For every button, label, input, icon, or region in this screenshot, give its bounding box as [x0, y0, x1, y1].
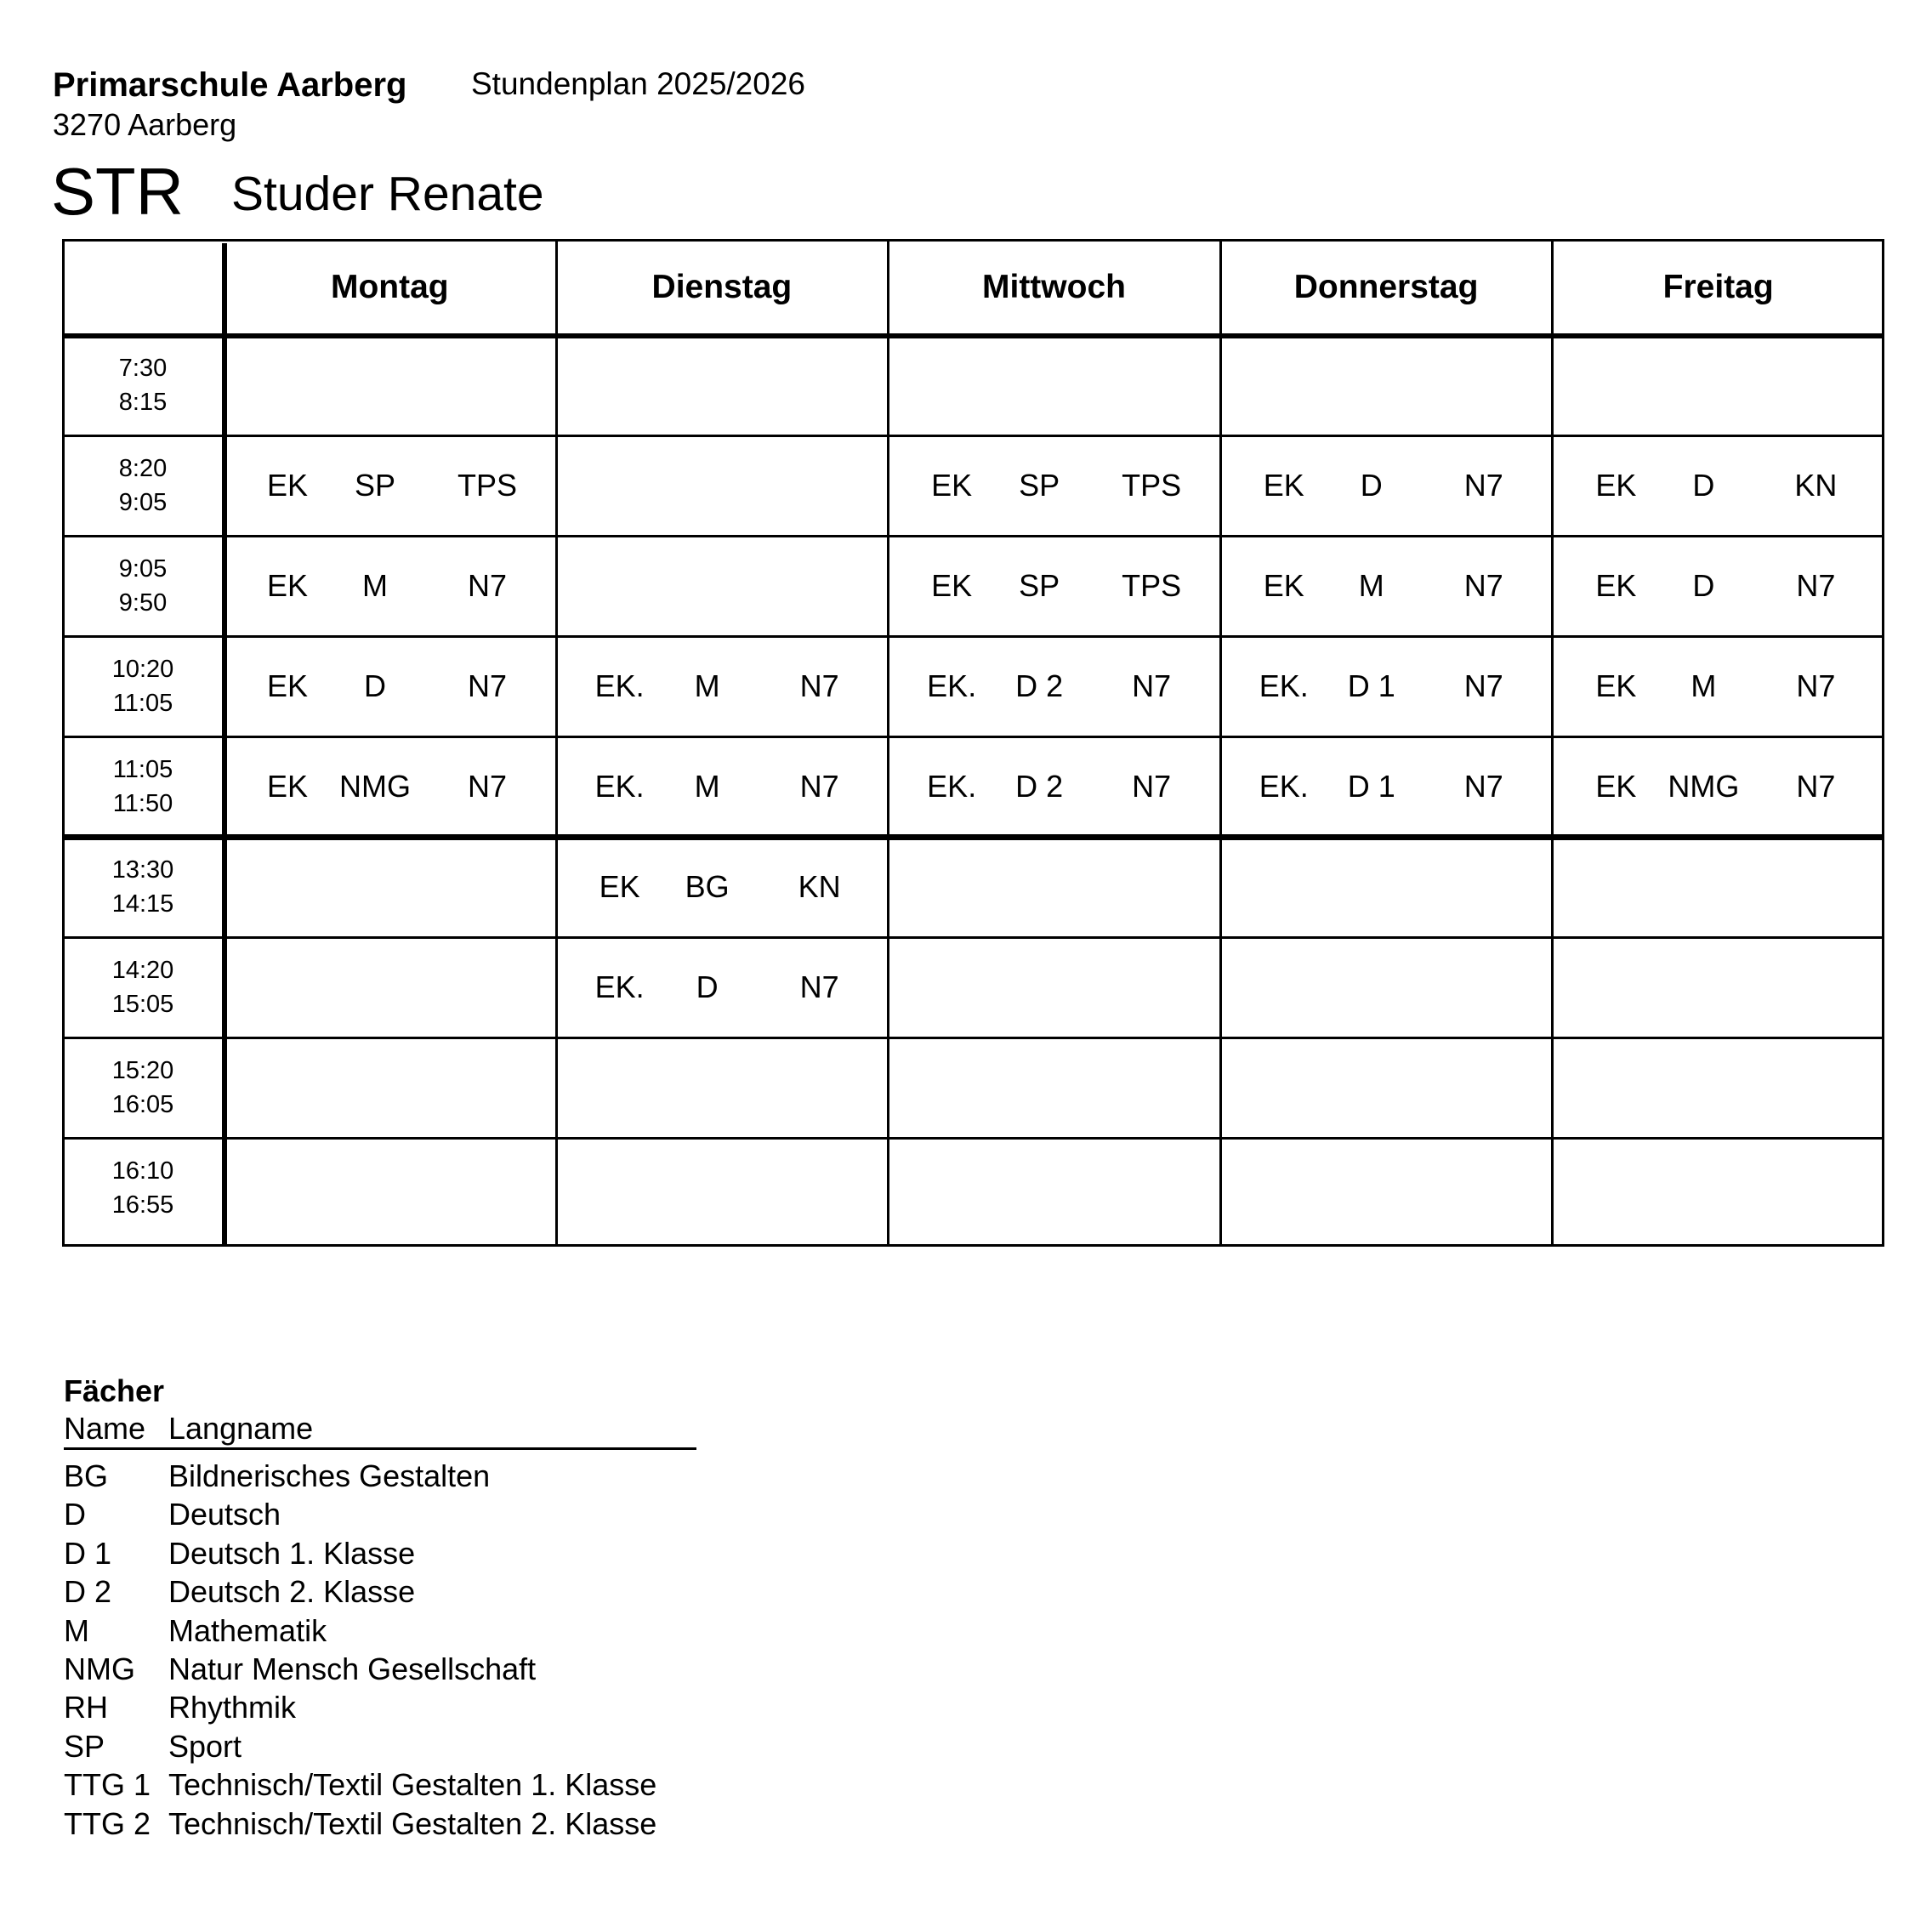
lesson-class: EK [266, 568, 309, 603]
legend-item-longname: Technisch/Textil Gestalten 2. Klasse [168, 1805, 657, 1841]
lesson-class: EK [266, 668, 309, 703]
lesson-room: N7 [1796, 568, 1836, 603]
period-end: 16:05 [111, 1091, 174, 1118]
legend-item-name: TTG 1 [64, 1767, 151, 1803]
period-start: 10:20 [111, 656, 174, 683]
lesson-room: N7 [1463, 668, 1503, 703]
lesson-room: TPS [1122, 468, 1182, 503]
subject-legend [64, 1372, 696, 1843]
lesson-room: KN [1794, 468, 1838, 503]
period-time [62, 1138, 224, 1238]
lesson-room: N7 [799, 769, 839, 804]
lesson-room: N7 [1796, 769, 1836, 804]
legend-item-name: BG [64, 1458, 109, 1493]
legend-item [64, 1805, 696, 1843]
school-address: 3270 Aarberg [53, 107, 237, 142]
lesson-class: EK. [594, 668, 645, 703]
lesson-cell [1220, 435, 1552, 536]
legend-item-longname: Deutsch 2. Klasse [168, 1574, 416, 1610]
lesson-cell [224, 435, 555, 536]
period-time [62, 536, 224, 636]
lesson-subject: M [1358, 568, 1384, 603]
period-time [62, 335, 224, 435]
legend-item-longname: Sport [168, 1728, 242, 1764]
lesson-room: N7 [1132, 769, 1172, 804]
legend-item-longname: Deutsch 1. Klasse [168, 1535, 416, 1571]
period-start: 15:20 [111, 1057, 174, 1084]
lesson-cell [556, 636, 888, 736]
period-end: 8:15 [118, 389, 168, 416]
lesson-class: EK [266, 769, 309, 804]
period-start: 14:20 [111, 957, 174, 984]
day-header: Montag [330, 268, 449, 305]
lesson-cell [556, 937, 888, 1037]
row-divider [62, 1037, 1884, 1039]
legend-item-name: SP [64, 1728, 105, 1764]
lesson-subject: BG [685, 869, 730, 904]
grid-border-bottom [62, 1244, 1884, 1247]
legend-item-longname: Deutsch [168, 1497, 281, 1532]
lesson-room: N7 [467, 568, 508, 603]
legend-item-name: M [64, 1612, 89, 1648]
day-header: Donnerstag [1293, 268, 1479, 305]
lesson-room: N7 [1463, 769, 1503, 804]
lesson-cell [1552, 736, 1884, 837]
lesson-subject: D [696, 969, 719, 1004]
period-time [62, 1037, 224, 1138]
lesson-class: EK. [594, 969, 645, 1004]
lesson-room: N7 [1796, 668, 1836, 703]
period-start: 13:30 [111, 856, 174, 884]
lesson-subject: M [694, 668, 720, 703]
lesson-cell [556, 837, 888, 937]
lesson-class: EK [599, 869, 640, 904]
lesson-subject: SP [1019, 568, 1060, 603]
legend-item-longname: Natur Mensch Gesellschaft [168, 1651, 537, 1686]
period-end: 14:15 [111, 890, 174, 918]
period-start: 11:05 [112, 756, 173, 783]
period-time [62, 736, 224, 837]
lesson-class: EK. [927, 769, 977, 804]
lesson-cell [1220, 736, 1552, 837]
lesson-cell [1220, 636, 1552, 736]
legend-item [64, 1534, 696, 1572]
period-end: 9:50 [118, 589, 168, 617]
lesson-subject: D 2 [1015, 769, 1064, 804]
period-time [62, 435, 224, 536]
lesson-room: N7 [799, 668, 839, 703]
lesson-subject: D [1692, 468, 1715, 503]
lesson-cell [224, 536, 555, 636]
legend-item [64, 1727, 696, 1765]
lesson-cell [1552, 435, 1884, 536]
legend-item-longname: Rhythmik [168, 1690, 297, 1725]
lesson-room: TPS [1122, 568, 1182, 603]
timetable-grid [62, 239, 1884, 1247]
schedule-subtitle: Stundenplan 2025/2026 [471, 66, 805, 101]
period-start: 7:30 [118, 355, 168, 382]
lesson-cell [1552, 636, 1884, 736]
legend-rows [64, 1457, 696, 1843]
period-end: 9:05 [118, 489, 168, 516]
lesson-room: N7 [799, 969, 839, 1004]
lesson-cell [556, 736, 888, 837]
lesson-class: EK. [1259, 668, 1309, 703]
period-start: 16:10 [111, 1157, 174, 1185]
lesson-cell [888, 435, 1219, 536]
legend-item [64, 1765, 696, 1804]
lesson-cell [888, 736, 1219, 837]
lesson-cell [224, 736, 555, 837]
lesson-subject: M [1690, 668, 1717, 703]
lesson-class: EK [1595, 668, 1637, 703]
lesson-class: EK [1263, 568, 1304, 603]
lesson-subject: D [364, 668, 386, 703]
legend-title: Fächer [64, 1373, 165, 1408]
legend-item-longname: Bildnerisches Gestalten [168, 1458, 491, 1493]
legend-item [64, 1495, 696, 1533]
lesson-class: EK [1263, 468, 1304, 503]
legend-item [64, 1457, 696, 1495]
period-start: 9:05 [118, 555, 168, 583]
legend-item-name: RH [64, 1690, 108, 1725]
lesson-class: EK. [594, 769, 645, 804]
lesson-room: KN [798, 869, 841, 904]
period-end: 11:05 [112, 690, 173, 717]
lesson-class: EK [1595, 468, 1637, 503]
lesson-subject: D [1692, 568, 1715, 603]
legend-item [64, 1612, 696, 1650]
legend-header [64, 1411, 696, 1450]
lesson-room: N7 [467, 769, 508, 804]
legend-item-longname: Technisch/Textil Gestalten 1. Klasse [168, 1767, 657, 1803]
legend-item-name: D [64, 1497, 86, 1532]
lesson-class: EK [931, 568, 973, 603]
teacher-name: Studer Renate [231, 167, 544, 221]
lesson-subject: D 1 [1347, 769, 1395, 804]
lesson-room: N7 [467, 668, 508, 703]
legend-item [64, 1650, 696, 1688]
lesson-subject: M [694, 769, 720, 804]
lesson-cell [888, 636, 1219, 736]
legend-item-name: NMG [64, 1651, 135, 1686]
school-name: Primarschule Aarberg [53, 66, 407, 104]
legend-item-longname: Mathematik [168, 1612, 327, 1648]
period-time [62, 636, 224, 736]
legend-item [64, 1572, 696, 1611]
lesson-class: EK [931, 468, 973, 503]
period-end: 15:05 [111, 991, 174, 1018]
lesson-cell [888, 536, 1219, 636]
lesson-class: EK. [927, 668, 977, 703]
lesson-room: N7 [1132, 668, 1172, 703]
lesson-subject: M [362, 568, 388, 603]
lesson-subject: SP [1019, 468, 1060, 503]
lesson-class: EK. [1259, 769, 1309, 804]
period-end: 11:50 [112, 790, 173, 817]
period-start: 8:20 [118, 455, 168, 482]
lesson-room: N7 [1463, 568, 1503, 603]
lesson-class: EK [1595, 568, 1637, 603]
lesson-class: EK [266, 468, 309, 503]
lesson-cell [1552, 536, 1884, 636]
lesson-subject: D 2 [1015, 668, 1064, 703]
day-header: Dienstag [651, 268, 793, 305]
lesson-subject: SP [354, 468, 396, 503]
legend-item-name: TTG 2 [64, 1805, 151, 1841]
lesson-subject: D 1 [1347, 668, 1395, 703]
lesson-cell [224, 636, 555, 736]
period-time [62, 937, 224, 1037]
day-header: Mittwoch [982, 268, 1126, 305]
teacher-code: STR [51, 154, 184, 229]
lesson-subject: D [1360, 468, 1383, 503]
lesson-class: EK [1595, 769, 1637, 804]
row-divider [62, 936, 1884, 939]
lesson-room: TPS [457, 468, 517, 503]
legend-item-name: D 1 [64, 1535, 112, 1571]
lesson-room: N7 [1463, 468, 1503, 503]
lesson-subject: NMG [339, 769, 411, 804]
legend-item-name: D 2 [64, 1574, 112, 1610]
day-header: Freitag [1662, 268, 1774, 305]
period-time [62, 837, 224, 937]
lesson-cell [1220, 536, 1552, 636]
legend-item [64, 1688, 696, 1726]
legend-col-longname: Langname [168, 1411, 314, 1446]
period-end: 16:55 [111, 1191, 174, 1219]
legend-col-name: Name [64, 1411, 146, 1446]
row-divider [62, 1137, 1884, 1140]
lesson-subject: NMG [1668, 769, 1740, 804]
